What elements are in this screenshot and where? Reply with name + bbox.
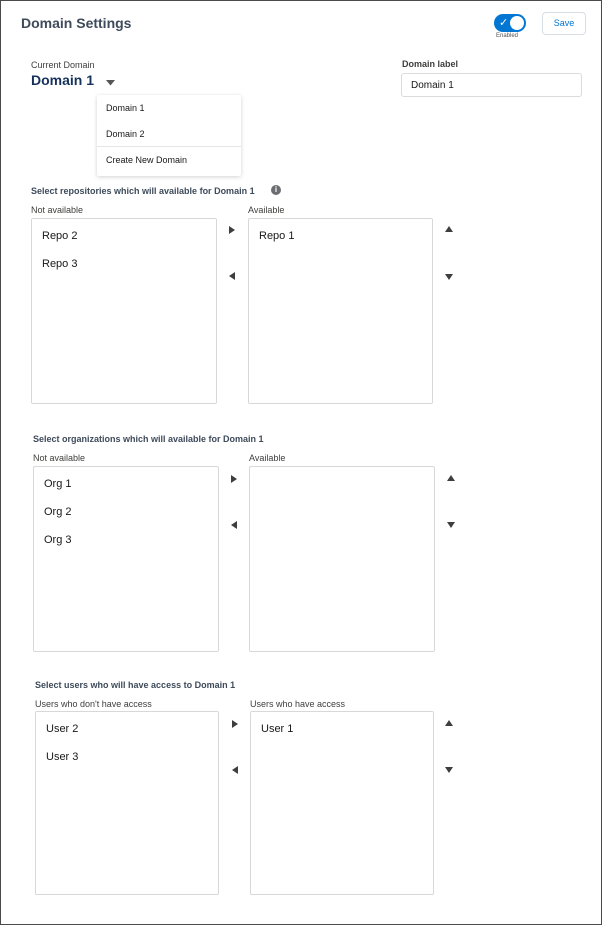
move-down-arrow-icon[interactable] xyxy=(445,767,453,773)
domain-dropdown-menu xyxy=(97,95,241,176)
move-up-arrow-icon[interactable] xyxy=(447,475,455,481)
users-right-label: Users who have access xyxy=(250,699,346,709)
current-domain-label: Current Domain xyxy=(31,60,95,70)
page-title: Domain Settings xyxy=(21,15,132,31)
organizations-not-available-list[interactable] xyxy=(33,466,219,652)
enabled-toggle[interactable] xyxy=(494,14,526,32)
users-left-label: Users who don't have access xyxy=(35,699,152,709)
move-down-arrow-icon[interactable] xyxy=(447,522,455,528)
move-down-arrow-icon[interactable] xyxy=(445,274,453,280)
list-item[interactable]: Org 2 xyxy=(44,506,72,518)
dropdown-divider xyxy=(97,146,241,147)
current-domain-value: Domain 1 xyxy=(31,72,95,88)
info-icon[interactable]: i xyxy=(271,185,281,195)
toggle-knob xyxy=(510,16,524,30)
move-right-arrow-icon[interactable] xyxy=(232,720,238,728)
list-item[interactable]: User 2 xyxy=(46,723,79,735)
users-without-access-list[interactable] xyxy=(35,711,219,895)
repositories-right-label: Available xyxy=(248,205,285,215)
domain-label-title: Domain label xyxy=(402,59,459,69)
users-with-access-list[interactable] xyxy=(250,711,434,895)
list-item[interactable]: User 1 xyxy=(261,723,294,735)
current-domain-select[interactable] xyxy=(31,72,115,89)
list-item[interactable]: User 3 xyxy=(46,751,79,763)
repositories-left-label: Not available xyxy=(31,205,84,215)
list-item[interactable]: Org 3 xyxy=(44,534,72,546)
organizations-available-list[interactable] xyxy=(249,466,435,652)
list-item[interactable]: Repo 1 xyxy=(259,230,295,242)
create-new-domain-option[interactable]: Create New Domain xyxy=(106,155,188,165)
move-right-arrow-icon[interactable] xyxy=(229,226,235,234)
domain-label-input[interactable] xyxy=(401,73,582,97)
organizations-left-label: Not available xyxy=(33,453,86,463)
repositories-not-available-list[interactable] xyxy=(31,218,217,404)
list-item[interactable]: Repo 2 xyxy=(42,230,78,242)
save-button[interactable]: Save xyxy=(542,12,586,35)
move-up-arrow-icon[interactable] xyxy=(445,226,453,232)
caret-down-icon xyxy=(106,73,115,89)
dropdown-option-domain-2[interactable]: Domain 2 xyxy=(106,129,145,139)
move-left-arrow-icon[interactable] xyxy=(231,521,237,529)
dropdown-option-domain-1[interactable]: Domain 1 xyxy=(106,103,145,113)
toggle-label: Enabled xyxy=(495,33,519,39)
organizations-right-label: Available xyxy=(249,453,286,463)
list-item[interactable]: Org 1 xyxy=(44,478,72,490)
move-up-arrow-icon[interactable] xyxy=(445,720,453,726)
move-left-arrow-icon[interactable] xyxy=(232,766,238,774)
list-item[interactable]: Repo 3 xyxy=(42,258,78,270)
repositories-available-list[interactable] xyxy=(248,218,433,404)
organizations-section-title: Select organizations which will available for Domain 1 xyxy=(33,434,264,444)
check-icon: ✓ xyxy=(499,17,509,29)
move-right-arrow-icon[interactable] xyxy=(231,475,237,483)
users-section-title: Select users who will have access to Domain 1 xyxy=(35,680,236,690)
repositories-section-title: Select repositories which will available for Domain 1 xyxy=(31,186,255,196)
move-left-arrow-icon[interactable] xyxy=(229,272,235,280)
